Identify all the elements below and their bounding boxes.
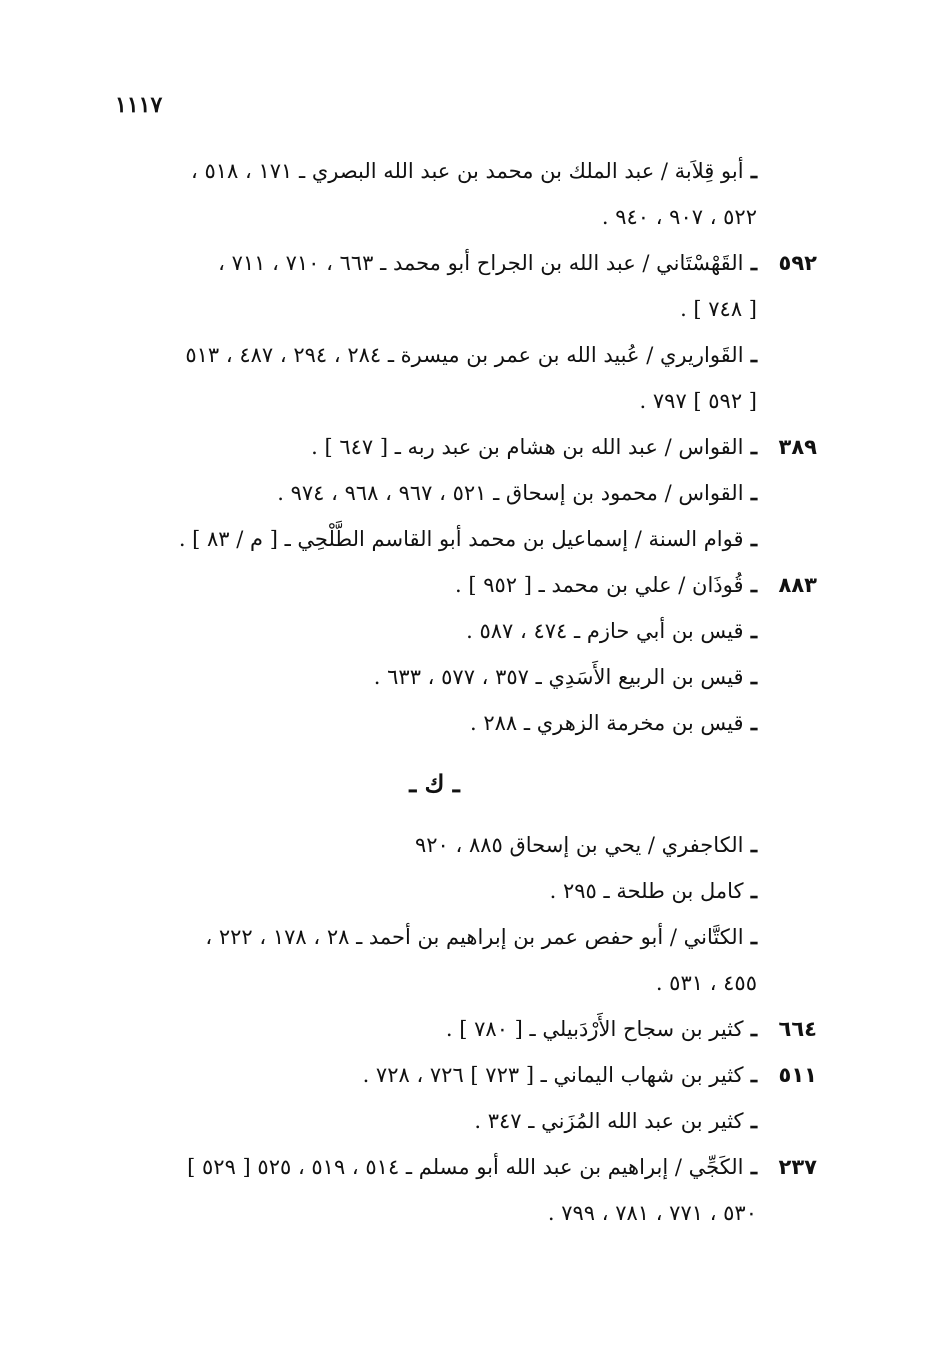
index-entry	[112, 240, 817, 332]
index-entry	[112, 1144, 817, 1236]
entry-continuation: [ ٧٤٨ ] .	[680, 297, 757, 321]
entry-text: القواس / عبد الله بن هشام بن عبد ربه ـ [ ٦٤٧ ] .	[311, 435, 744, 459]
entry-continuation: ٥٣٠ ، ٧٧١ ، ٧٨١ ، ٧٩٩ .	[547, 1201, 757, 1225]
entry-dash: ـ	[743, 1062, 757, 1087]
index-entry	[112, 608, 817, 654]
index-entry	[112, 470, 817, 516]
entry-text: كثير بن عبد الله المُزَني ـ ٣٤٧ .	[474, 1109, 744, 1133]
entry-dash: ـ	[743, 480, 757, 505]
entry-text: قيس بن مخرمة الزهري ـ ٢٨٨ .	[470, 711, 744, 735]
entry-number: ٣٨٩	[778, 435, 817, 459]
entries-qaf-section	[112, 148, 817, 746]
entry-text: كامل بن طلحة ـ ٢٩٥ .	[549, 879, 744, 903]
index-entry	[112, 424, 817, 470]
entry-number: ٥١١	[778, 1063, 817, 1087]
index-entry	[112, 700, 817, 746]
entry-text: قُوذَان / علي بن محمد ـ [ ٩٥٢ ] .	[455, 573, 744, 597]
entry-continuation: [ ٥٩٢ ] ٧٩٧ .	[639, 389, 757, 413]
index-entry	[112, 1006, 817, 1052]
entry-dash: ـ	[743, 158, 757, 183]
index-entry	[112, 562, 817, 608]
entry-number: ٨٨٣	[778, 573, 817, 597]
entry-number: ٦٦٤	[778, 1017, 817, 1041]
entry-dash: ـ	[743, 832, 757, 857]
entry-dash: ـ	[743, 572, 757, 597]
section-heading-kaf: ـ ك ـ	[409, 769, 460, 798]
entry-text: الكَجِّي / إبراهيم بن عبد الله أبو مسلم ـ ٥١٤ ، ٥١٩ ، ٥٢٥ [ ٥٢٩ ]	[187, 1155, 744, 1179]
entry-dash: ـ	[743, 618, 757, 643]
entry-dash: ـ	[743, 434, 757, 459]
entry-dash: ـ	[743, 342, 757, 367]
index-entry	[112, 332, 817, 424]
entry-number: ٥٩٢	[778, 251, 817, 275]
entry-text: كثير بن شهاب اليماني ـ [ ٧٢٣ ] ٧٢٦ ، ٧٢٨ .	[362, 1063, 744, 1087]
index-entry	[112, 1098, 817, 1144]
entry-dash: ـ	[743, 1154, 757, 1179]
entry-dash: ـ	[743, 1016, 757, 1041]
index-entry	[112, 516, 817, 562]
entry-dash: ـ	[743, 526, 757, 551]
entry-continuation: ٥٢٢ ، ٩٠٧ ، ٩٤٠ .	[601, 205, 757, 229]
index-entries	[112, 148, 817, 1236]
entry-dash: ـ	[743, 878, 757, 903]
index-entry	[112, 822, 817, 868]
entry-text: أبو قِلاَبة / عبد الملك بن محمد بن عبد الله البصري ـ ١٧١ ، ٥١٨ ،	[191, 159, 744, 183]
entry-dash: ـ	[743, 1108, 757, 1133]
index-entry	[112, 654, 817, 700]
index-entry	[112, 868, 817, 914]
entry-text: قيس بن أبي حازم ـ ٤٧٤ ، ٥٨٧ .	[466, 619, 744, 643]
entry-text: قوام السنة / إسماعيل بن محمد أبو القاسم الطَّلْحِي ـ [ م / ٨٣ ] .	[178, 527, 744, 551]
index-entry	[112, 1052, 817, 1098]
entry-text: كثير بن سجاح الأَرْدَبيلي ـ [ ٧٨٠ ] .	[445, 1017, 744, 1041]
entry-number: ٢٣٧	[778, 1155, 817, 1179]
entry-text: القَهْسْتَاني / عبد الله بن الجراح أبو محمد ـ ٦٦٣ ، ٧١٠ ، ٧١١ ،	[218, 251, 744, 275]
entry-text: القَواريري / عُبيد الله بن عمر بن ميسرة ـ ٢٨٤ ، ٢٩٤ ، ٤٨٧ ، ٥١٣	[185, 343, 744, 367]
entry-dash: ـ	[743, 250, 757, 275]
entry-text: الكتَّاني / أبو حفص عمر بن إبراهيم بن أحمد ـ ٢٨ ، ١٧٨ ، ٢٢٢ ،	[205, 925, 744, 949]
entry-text: الكاجفري / يحي بن إسحاق ٨٨٥ ، ٩٢٠	[414, 833, 744, 857]
entry-dash: ـ	[743, 924, 757, 949]
page-number: ١١١٧	[115, 92, 163, 118]
entry-continuation: ٤٥٥ ، ٥٣١ .	[655, 971, 757, 995]
index-entry	[112, 148, 817, 240]
entry-dash: ـ	[743, 710, 757, 735]
entries-kaf-section	[112, 822, 817, 1236]
entry-dash: ـ	[743, 664, 757, 689]
index-entry	[112, 914, 817, 1006]
entry-text: القواس / محمود بن إسحاق ـ ٥٢١ ، ٩٦٧ ، ٩٦٨ ، ٩٧٤ .	[277, 481, 744, 505]
entry-text: قيس بن الربيع الأَسَدِي ـ ٣٥٧ ، ٥٧٧ ، ٦٣٣ .	[373, 665, 744, 689]
